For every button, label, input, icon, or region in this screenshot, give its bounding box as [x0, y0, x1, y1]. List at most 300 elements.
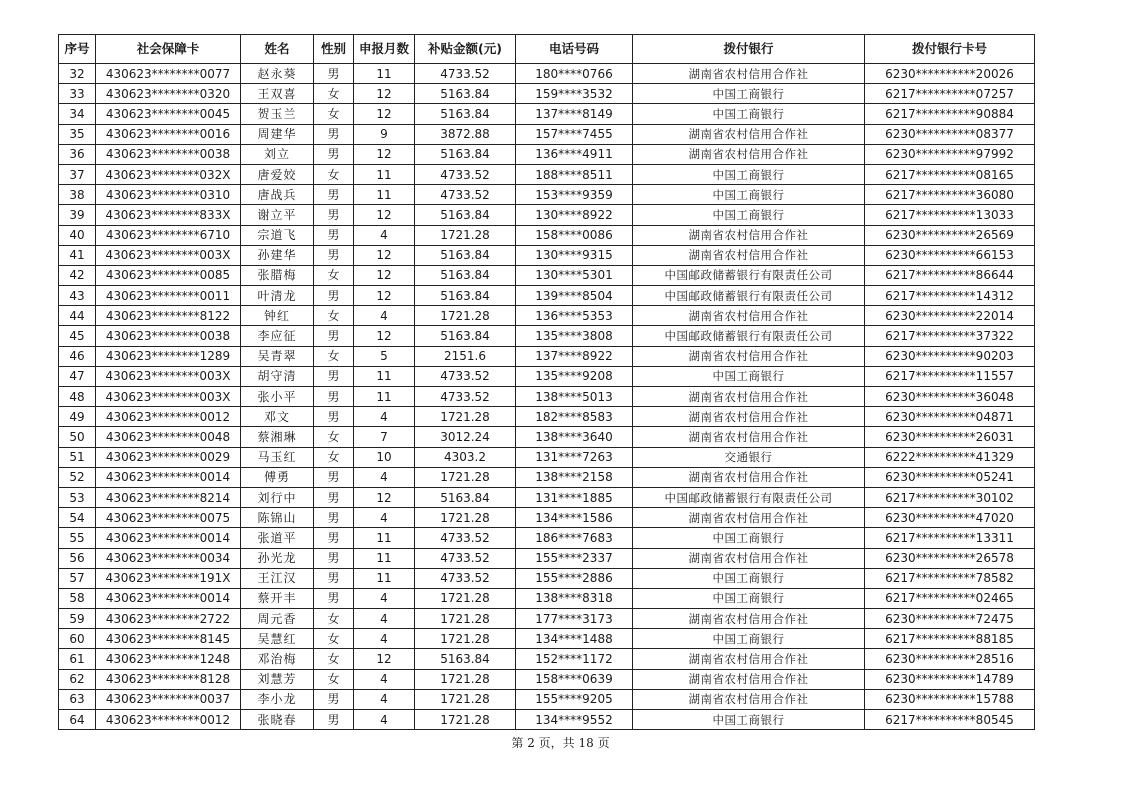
- social-security-card: 430623********0016: [96, 124, 241, 144]
- row-index: 53: [59, 487, 96, 507]
- phone-number: 134****1586: [516, 508, 633, 528]
- declared-months: 11: [354, 164, 415, 184]
- bank-card-number: 6217**********13311: [865, 528, 1035, 548]
- row-index: 46: [59, 346, 96, 366]
- phone-number: 158****0639: [516, 669, 633, 689]
- header-phone: 电话号码: [516, 35, 633, 64]
- person-name: 唐战兵: [241, 185, 314, 205]
- declared-months: 4: [354, 609, 415, 629]
- declared-months: 4: [354, 689, 415, 709]
- gender: 男: [314, 64, 354, 84]
- row-index: 51: [59, 447, 96, 467]
- header-gender: 性别: [314, 35, 354, 64]
- bank-card-number: 6217**********14312: [865, 286, 1035, 306]
- phone-number: 135****9208: [516, 366, 633, 386]
- bank-card-number: 6222**********41329: [865, 447, 1035, 467]
- bank-name: 湖南省农村信用合作社: [633, 609, 865, 629]
- declared-months: 12: [354, 104, 415, 124]
- social-security-card: 430623********0011: [96, 286, 241, 306]
- subsidy-amount: 2151.6: [415, 346, 516, 366]
- subsidy-amount: 1721.28: [415, 508, 516, 528]
- phone-number: 186****7683: [516, 528, 633, 548]
- subsidy-amount: 5163.84: [415, 245, 516, 265]
- row-index: 61: [59, 649, 96, 669]
- person-name: 谢立平: [241, 205, 314, 225]
- bank-name: 中国邮政储蓄银行有限责任公司: [633, 286, 865, 306]
- declared-months: 5: [354, 346, 415, 366]
- subsidy-amount: 1721.28: [415, 629, 516, 649]
- gender: 女: [314, 265, 354, 285]
- bank-name: 中国工商银行: [633, 205, 865, 225]
- person-name: 王双喜: [241, 84, 314, 104]
- row-index: 36: [59, 144, 96, 164]
- subsidy-amount: 4733.52: [415, 568, 516, 588]
- row-index: 44: [59, 306, 96, 326]
- declared-months: 12: [354, 84, 415, 104]
- header-months: 申报月数: [354, 35, 415, 64]
- gender: 男: [314, 528, 354, 548]
- row-index: 54: [59, 508, 96, 528]
- social-security-card: 430623********2722: [96, 609, 241, 629]
- table-row: [59, 64, 1035, 84]
- table-row: [59, 528, 1035, 548]
- subsidy-amount: 5163.84: [415, 104, 516, 124]
- social-security-card: 430623********833X: [96, 205, 241, 225]
- bank-card-number: 6230**********66153: [865, 245, 1035, 265]
- table-row: [59, 84, 1035, 104]
- phone-number: 157****7455: [516, 124, 633, 144]
- gender: 男: [314, 548, 354, 568]
- declared-months: 4: [354, 467, 415, 487]
- bank-name: 中国工商银行: [633, 568, 865, 588]
- bank-name: 湖南省农村信用合作社: [633, 306, 865, 326]
- table-row: [59, 306, 1035, 326]
- gender: 男: [314, 407, 354, 427]
- row-index: 64: [59, 710, 96, 730]
- bank-card-number: 6217**********37322: [865, 326, 1035, 346]
- phone-number: 139****8504: [516, 286, 633, 306]
- header-name: 姓名: [241, 35, 314, 64]
- bank-card-number: 6217**********11557: [865, 366, 1035, 386]
- phone-number: 134****1488: [516, 629, 633, 649]
- row-index: 43: [59, 286, 96, 306]
- bank-card-number: 6230**********36048: [865, 387, 1035, 407]
- bank-name: 湖南省农村信用合作社: [633, 245, 865, 265]
- subsidy-table-sheet: [58, 34, 1034, 730]
- phone-number: 155****2337: [516, 548, 633, 568]
- gender: 男: [314, 508, 354, 528]
- phone-number: 136****5353: [516, 306, 633, 326]
- phone-number: 155****9205: [516, 689, 633, 709]
- declared-months: 12: [354, 649, 415, 669]
- gender: 女: [314, 306, 354, 326]
- table-row: [59, 588, 1035, 608]
- subsidy-amount: 1721.28: [415, 689, 516, 709]
- gender: 男: [314, 286, 354, 306]
- row-index: 34: [59, 104, 96, 124]
- phone-number: 155****2886: [516, 568, 633, 588]
- social-security-card: 430623********0310: [96, 185, 241, 205]
- phone-number: 138****8318: [516, 588, 633, 608]
- table-row: [59, 710, 1035, 730]
- declared-months: 7: [354, 427, 415, 447]
- bank-name: 湖南省农村信用合作社: [633, 689, 865, 709]
- table-row: [59, 609, 1035, 629]
- bank-card-number: 6217**********36080: [865, 185, 1035, 205]
- person-name: 宗道飞: [241, 225, 314, 245]
- social-security-card: 430623********8145: [96, 629, 241, 649]
- declared-months: 4: [354, 710, 415, 730]
- social-security-card: 430623********0014: [96, 467, 241, 487]
- gender: 女: [314, 447, 354, 467]
- social-security-card: 430623********032X: [96, 164, 241, 184]
- bank-name: 中国工商银行: [633, 164, 865, 184]
- subsidy-amount: 1721.28: [415, 225, 516, 245]
- table-row: [59, 225, 1035, 245]
- subsidy-amount: 5163.84: [415, 205, 516, 225]
- subsidy-amount: 3012.24: [415, 427, 516, 447]
- row-index: 37: [59, 164, 96, 184]
- gender: 男: [314, 588, 354, 608]
- row-index: 58: [59, 588, 96, 608]
- gender: 男: [314, 568, 354, 588]
- gender: 男: [314, 245, 354, 265]
- declared-months: 11: [354, 366, 415, 386]
- bank-name: 湖南省农村信用合作社: [633, 346, 865, 366]
- person-name: 吴慧红: [241, 629, 314, 649]
- gender: 男: [314, 205, 354, 225]
- table-row: [59, 205, 1035, 225]
- row-index: 47: [59, 366, 96, 386]
- phone-number: 177****3173: [516, 609, 633, 629]
- declared-months: 4: [354, 508, 415, 528]
- bank-card-number: 6217**********02465: [865, 588, 1035, 608]
- row-index: 48: [59, 387, 96, 407]
- gender: 男: [314, 710, 354, 730]
- row-index: 33: [59, 84, 96, 104]
- header-bank: 拨付银行: [633, 35, 865, 64]
- phone-number: 182****8583: [516, 407, 633, 427]
- bank-name: 湖南省农村信用合作社: [633, 548, 865, 568]
- declared-months: 12: [354, 265, 415, 285]
- table-row: [59, 669, 1035, 689]
- page-footer: 第 2 页，共 18 页: [511, 736, 610, 750]
- subsidy-amount: 1721.28: [415, 407, 516, 427]
- bank-name: 中国邮政储蓄银行有限责任公司: [633, 487, 865, 507]
- row-index: 49: [59, 407, 96, 427]
- social-security-card: 430623********0012: [96, 710, 241, 730]
- person-name: 孙光龙: [241, 548, 314, 568]
- subsidy-amount: 5163.84: [415, 487, 516, 507]
- social-security-card: 430623********0029: [96, 447, 241, 467]
- person-name: 陈锦山: [241, 508, 314, 528]
- row-index: 63: [59, 689, 96, 709]
- subsidy-amount: 4733.52: [415, 387, 516, 407]
- row-index: 57: [59, 568, 96, 588]
- declared-months: 10: [354, 447, 415, 467]
- person-name: 张道平: [241, 528, 314, 548]
- social-security-card: 430623********8214: [96, 487, 241, 507]
- table-row: [59, 185, 1035, 205]
- table-row: [59, 649, 1035, 669]
- declared-months: 9: [354, 124, 415, 144]
- row-index: 42: [59, 265, 96, 285]
- social-security-card: 430623********0077: [96, 64, 241, 84]
- row-index: 50: [59, 427, 96, 447]
- social-security-card: 430623********1289: [96, 346, 241, 366]
- person-name: 周元香: [241, 609, 314, 629]
- subsidy-amount: 4733.52: [415, 528, 516, 548]
- row-index: 40: [59, 225, 96, 245]
- person-name: 王江汉: [241, 568, 314, 588]
- row-index: 62: [59, 669, 96, 689]
- person-name: 李小龙: [241, 689, 314, 709]
- phone-number: 134****9552: [516, 710, 633, 730]
- row-index: 45: [59, 326, 96, 346]
- social-security-card: 430623********0048: [96, 427, 241, 447]
- declared-months: 11: [354, 548, 415, 568]
- person-name: 贺玉兰: [241, 104, 314, 124]
- social-security-card: 430623********0012: [96, 407, 241, 427]
- header-bank-card: 拨付银行卡号: [865, 35, 1035, 64]
- declared-months: 12: [354, 487, 415, 507]
- gender: 男: [314, 487, 354, 507]
- bank-name: 湖南省农村信用合作社: [633, 64, 865, 84]
- bank-card-number: 6230**********26578: [865, 548, 1035, 568]
- phone-number: 135****3808: [516, 326, 633, 346]
- table-row: [59, 286, 1035, 306]
- subsidy-amount: 5163.84: [415, 84, 516, 104]
- person-name: 邓文: [241, 407, 314, 427]
- table-row: [59, 447, 1035, 467]
- person-name: 唐爱姣: [241, 164, 314, 184]
- social-security-card: 430623********8128: [96, 669, 241, 689]
- row-index: 32: [59, 64, 96, 84]
- table-row: [59, 407, 1035, 427]
- table-row: [59, 548, 1035, 568]
- declared-months: 12: [354, 144, 415, 164]
- bank-card-number: 6230**********90203: [865, 346, 1035, 366]
- phone-number: 180****0766: [516, 64, 633, 84]
- social-security-card: 430623********0038: [96, 326, 241, 346]
- social-security-card: 430623********0014: [96, 588, 241, 608]
- social-security-card: 430623********003X: [96, 366, 241, 386]
- bank-card-number: 6217**********08165: [865, 164, 1035, 184]
- bank-name: 湖南省农村信用合作社: [633, 427, 865, 447]
- declared-months: 11: [354, 185, 415, 205]
- gender: 女: [314, 629, 354, 649]
- subsidy-amount: 5163.84: [415, 265, 516, 285]
- subsidy-amount: 5163.84: [415, 326, 516, 346]
- table-row: [59, 144, 1035, 164]
- social-security-card: 430623********8122: [96, 306, 241, 326]
- table-row: [59, 104, 1035, 124]
- gender: 女: [314, 609, 354, 629]
- bank-name: 中国工商银行: [633, 588, 865, 608]
- phone-number: 131****7263: [516, 447, 633, 467]
- social-security-card: 430623********0085: [96, 265, 241, 285]
- gender: 男: [314, 467, 354, 487]
- row-index: 59: [59, 609, 96, 629]
- bank-card-number: 6217**********88185: [865, 629, 1035, 649]
- bank-name: 湖南省农村信用合作社: [633, 407, 865, 427]
- subsidy-amount: 4733.52: [415, 164, 516, 184]
- subsidy-amount: 1721.28: [415, 306, 516, 326]
- bank-name: 中国工商银行: [633, 710, 865, 730]
- bank-name: 湖南省农村信用合作社: [633, 387, 865, 407]
- declared-months: 4: [354, 669, 415, 689]
- declared-months: 4: [354, 588, 415, 608]
- subsidy-amount: 1721.28: [415, 710, 516, 730]
- row-index: 38: [59, 185, 96, 205]
- row-index: 35: [59, 124, 96, 144]
- table-row: [59, 487, 1035, 507]
- bank-name: 湖南省农村信用合作社: [633, 669, 865, 689]
- bank-name: 湖南省农村信用合作社: [633, 124, 865, 144]
- gender: 男: [314, 124, 354, 144]
- table-row: [59, 427, 1035, 447]
- subsidy-amount: 3872.88: [415, 124, 516, 144]
- bank-card-number: 6230**********15788: [865, 689, 1035, 709]
- phone-number: 138****5013: [516, 387, 633, 407]
- gender: 女: [314, 427, 354, 447]
- table-row: [59, 265, 1035, 285]
- gender: 女: [314, 346, 354, 366]
- table-header: [59, 35, 1035, 64]
- person-name: 马玉红: [241, 447, 314, 467]
- subsidy-amount: 4733.52: [415, 548, 516, 568]
- bank-card-number: 6217**********86644: [865, 265, 1035, 285]
- table-row: [59, 164, 1035, 184]
- bank-name: 中国工商银行: [633, 528, 865, 548]
- person-name: 孙建华: [241, 245, 314, 265]
- declared-months: 11: [354, 64, 415, 84]
- declared-months: 11: [354, 528, 415, 548]
- subsidy-amount: 1721.28: [415, 669, 516, 689]
- phone-number: 188****8511: [516, 164, 633, 184]
- declared-months: 12: [354, 286, 415, 306]
- bank-card-number: 6230**********04871: [865, 407, 1035, 427]
- person-name: 傅勇: [241, 467, 314, 487]
- person-name: 张腊梅: [241, 265, 314, 285]
- gender: 男: [314, 185, 354, 205]
- phone-number: 130****9315: [516, 245, 633, 265]
- bank-card-number: 6217**********13033: [865, 205, 1035, 225]
- subsidy-amount: 4303.2: [415, 447, 516, 467]
- social-security-card: 430623********191X: [96, 568, 241, 588]
- gender: 男: [314, 366, 354, 386]
- person-name: 赵永葵: [241, 64, 314, 84]
- subsidy-amount: 1721.28: [415, 588, 516, 608]
- bank-card-number: 6230**********72475: [865, 609, 1035, 629]
- phone-number: 153****9359: [516, 185, 633, 205]
- social-security-card: 430623********0038: [96, 144, 241, 164]
- person-name: 胡守清: [241, 366, 314, 386]
- person-name: 蔡开丰: [241, 588, 314, 608]
- gender: 女: [314, 164, 354, 184]
- declared-months: 12: [354, 326, 415, 346]
- person-name: 蔡湘琳: [241, 427, 314, 447]
- person-name: 李应征: [241, 326, 314, 346]
- bank-card-number: 6230**********26569: [865, 225, 1035, 245]
- person-name: 张小平: [241, 387, 314, 407]
- phone-number: 137****8922: [516, 346, 633, 366]
- bank-card-number: 6217**********07257: [865, 84, 1035, 104]
- table-row: [59, 568, 1035, 588]
- phone-number: 131****1885: [516, 487, 633, 507]
- header-index: 序号: [59, 35, 96, 64]
- row-index: 55: [59, 528, 96, 548]
- social-security-card: 430623********003X: [96, 387, 241, 407]
- bank-card-number: 6230**********08377: [865, 124, 1035, 144]
- bank-card-number: 6217**********78582: [865, 568, 1035, 588]
- bank-card-number: 6230**********26031: [865, 427, 1035, 447]
- table-row: [59, 326, 1035, 346]
- person-name: 刘立: [241, 144, 314, 164]
- phone-number: 138****2158: [516, 467, 633, 487]
- table-row: [59, 467, 1035, 487]
- phone-number: 152****1172: [516, 649, 633, 669]
- subsidy-amount: 5163.84: [415, 144, 516, 164]
- person-name: 刘慧芳: [241, 669, 314, 689]
- gender: 男: [314, 689, 354, 709]
- table-row: [59, 387, 1035, 407]
- declared-months: 11: [354, 387, 415, 407]
- bank-card-number: 6230**********47020: [865, 508, 1035, 528]
- declared-months: 4: [354, 225, 415, 245]
- bank-name: 中国工商银行: [633, 366, 865, 386]
- bank-card-number: 6217**********80545: [865, 710, 1035, 730]
- subsidy-amount: 4733.52: [415, 64, 516, 84]
- social-security-card: 430623********0037: [96, 689, 241, 709]
- table-row: [59, 508, 1035, 528]
- phone-number: 159****3532: [516, 84, 633, 104]
- social-security-card: 430623********6710: [96, 225, 241, 245]
- social-security-card: 430623********0045: [96, 104, 241, 124]
- bank-card-number: 6230**********20026: [865, 64, 1035, 84]
- subsidy-table: [58, 34, 1035, 730]
- declared-months: 12: [354, 205, 415, 225]
- bank-name: 交通银行: [633, 447, 865, 467]
- table-body: [59, 64, 1035, 730]
- header-amount: 补贴金额(元): [415, 35, 516, 64]
- declared-months: 12: [354, 245, 415, 265]
- phone-number: 138****3640: [516, 427, 633, 447]
- gender: 男: [314, 387, 354, 407]
- gender: 男: [314, 144, 354, 164]
- subsidy-amount: 1721.28: [415, 609, 516, 629]
- row-index: 56: [59, 548, 96, 568]
- row-index: 39: [59, 205, 96, 225]
- social-security-card: 430623********0320: [96, 84, 241, 104]
- bank-card-number: 6230**********97992: [865, 144, 1035, 164]
- row-index: 41: [59, 245, 96, 265]
- table-row: [59, 245, 1035, 265]
- bank-name: 湖南省农村信用合作社: [633, 508, 865, 528]
- bank-name: 中国工商银行: [633, 84, 865, 104]
- bank-card-number: 6230**********28516: [865, 649, 1035, 669]
- gender: 女: [314, 669, 354, 689]
- bank-card-number: 6217**********30102: [865, 487, 1035, 507]
- bank-card-number: 6230**********22014: [865, 306, 1035, 326]
- row-index: 60: [59, 629, 96, 649]
- subsidy-amount: 4733.52: [415, 185, 516, 205]
- person-name: 张晓春: [241, 710, 314, 730]
- phone-number: 130****5301: [516, 265, 633, 285]
- bank-name: 中国工商银行: [633, 629, 865, 649]
- bank-card-number: 6217**********90884: [865, 104, 1035, 124]
- social-security-card: 430623********1248: [96, 649, 241, 669]
